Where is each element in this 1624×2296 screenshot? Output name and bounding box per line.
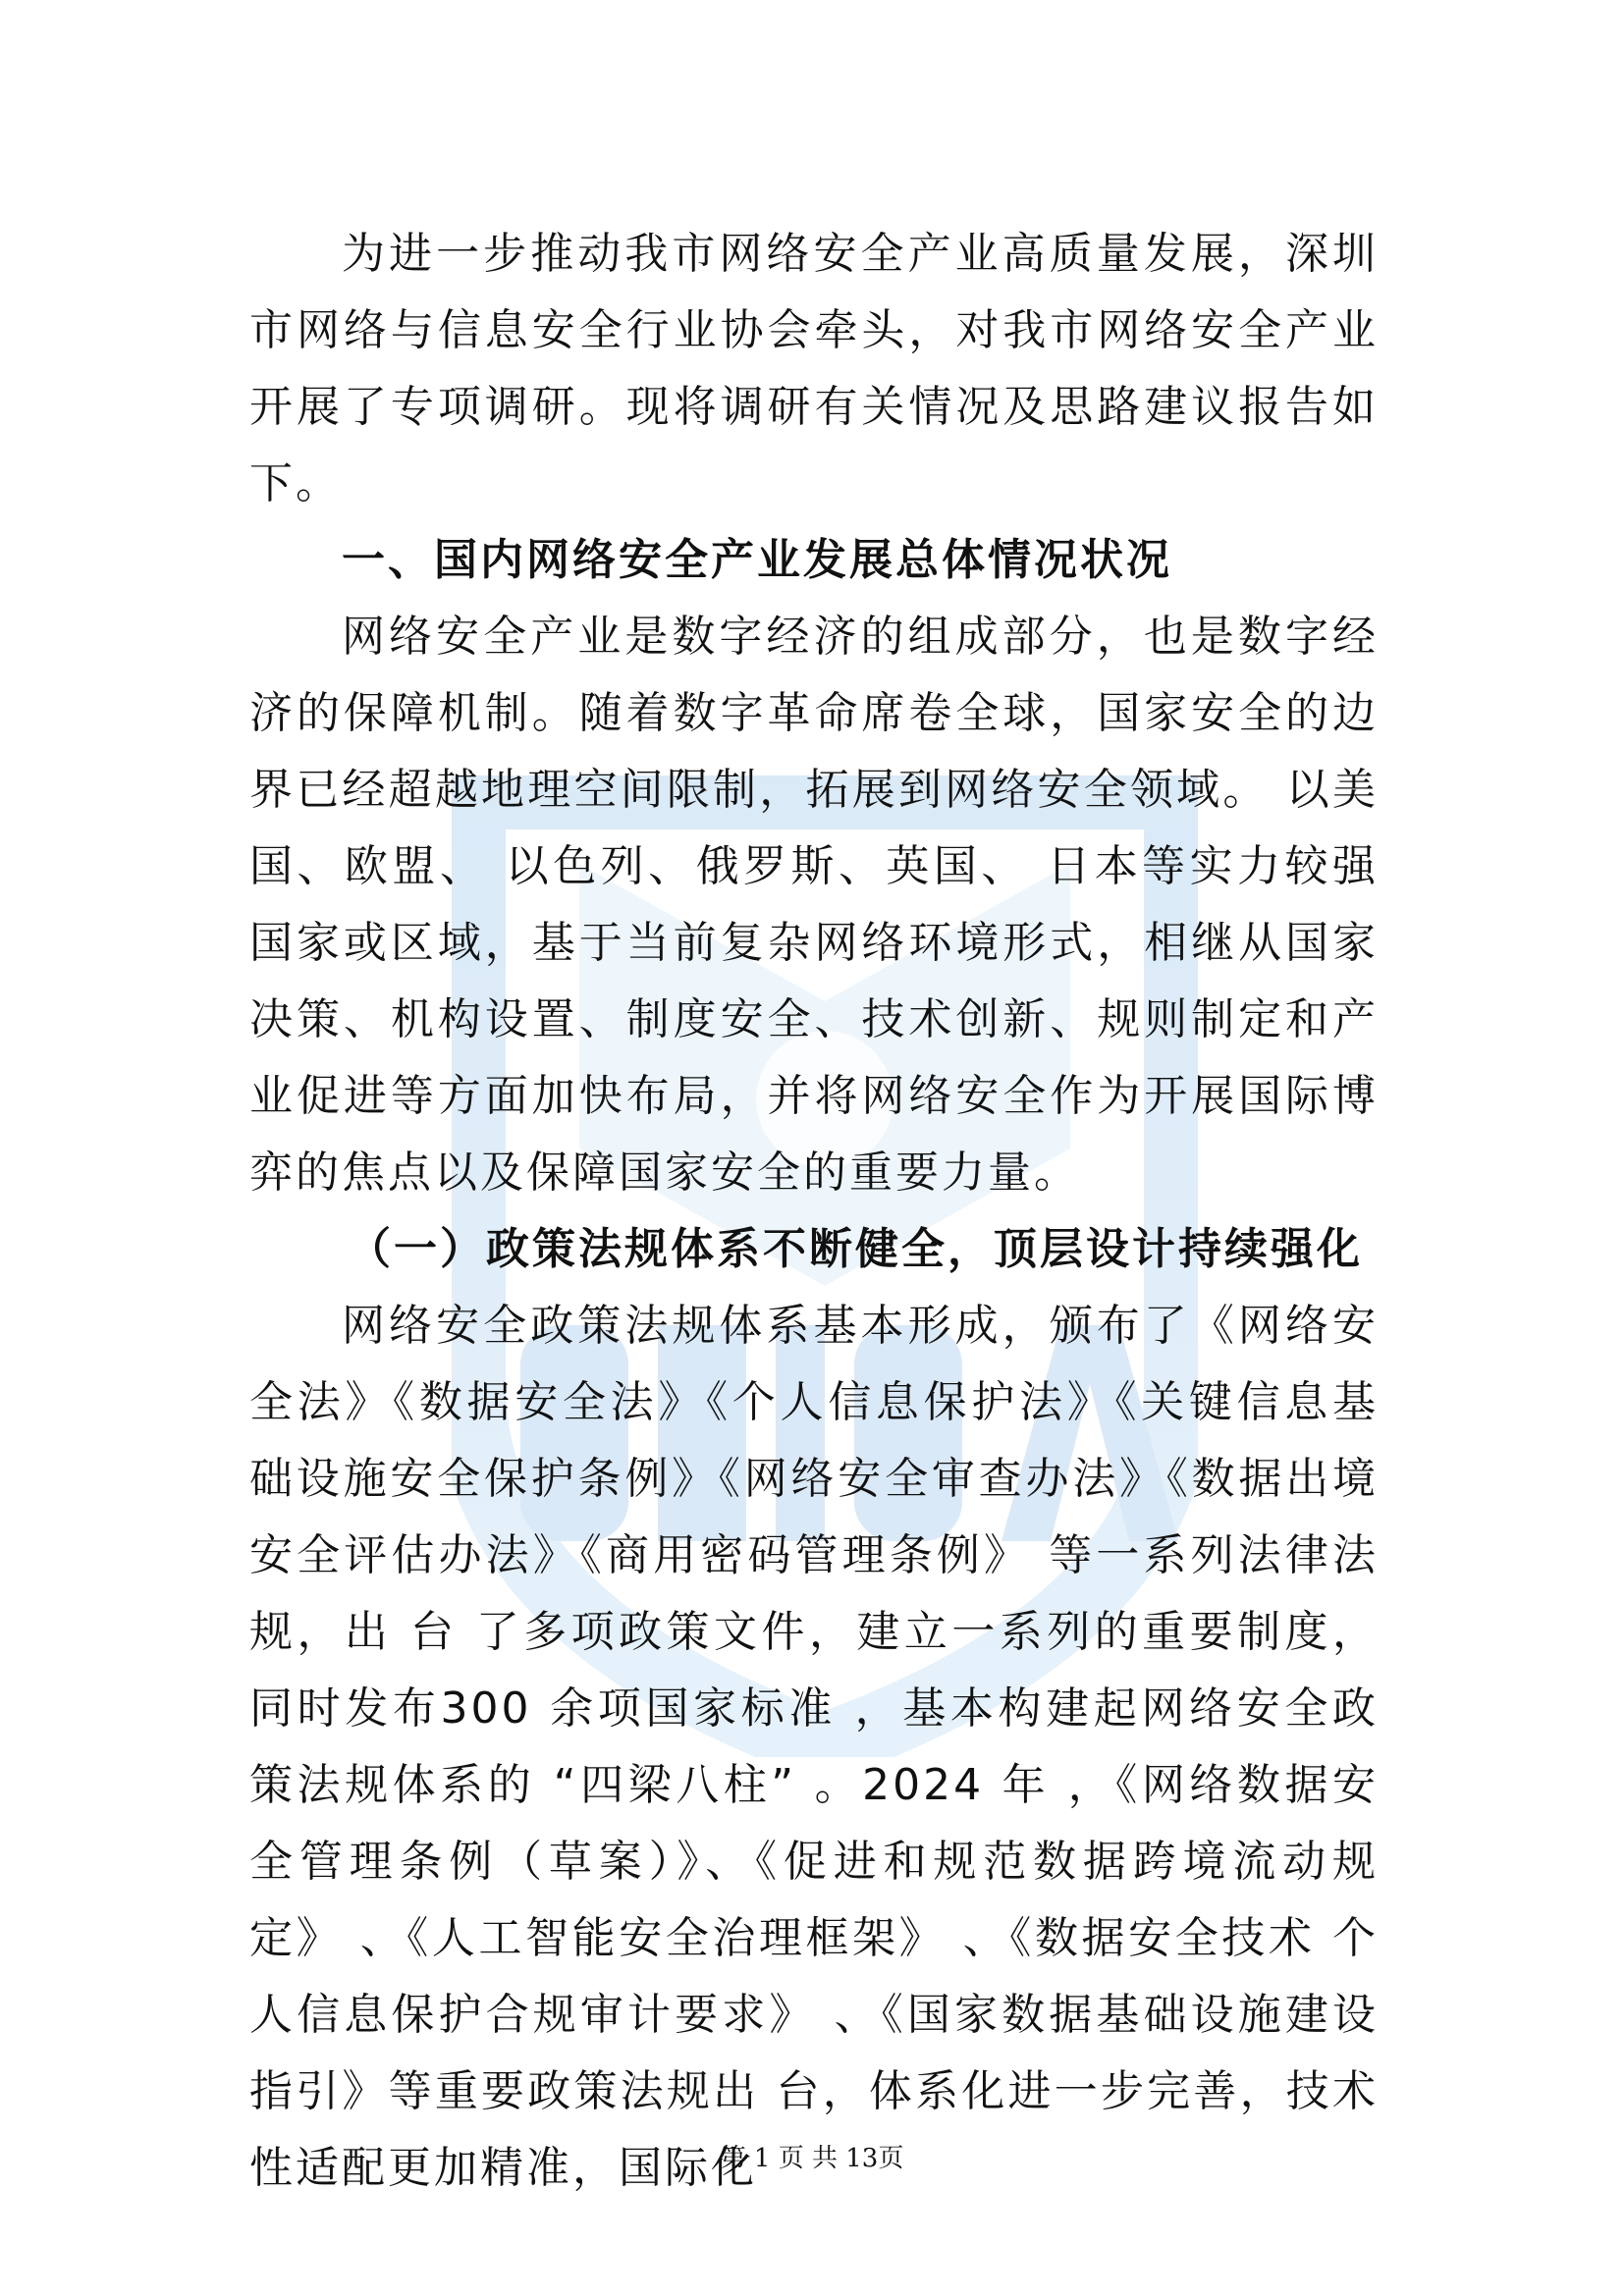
page-footer: 第 1 页 共 13页	[720, 2144, 904, 2173]
document-body	[249, 216, 1379, 2207]
subsection-heading-1: （一）政策法规体系不断健全，顶层设计持续强化	[348, 1224, 1363, 1274]
body-paragraph: 网络安全政策法规体系基本形成，颁布了《网络安全法》《数据安全法》《个人信息保护法》《关键信息基础设施安全保护条例》《网络安全审查办法》《数据出境安全评估办法》《商用密码管理条例》 等一系列法律法规，出 台 了多项政策文件，建立一系列的重要制度， 同时发布300 余项国家标准 ，基本构建起网络安全政策法规体系的 “四梁八柱” 。2024 年 ，《网络数据安全管理条例（草案）》、《促进和规范数据跨境流动规定》 、《人工智能安全治理框架》 、《数据安全技术 个人信息保护合规审计要求》 、《国家数据基础设施建设指引》等重要政策法规出 台，体系化进一步完善，技术性适配更加精准，国际化	[249, 1301, 1379, 2193]
intro-paragraph: 为进一步推动我市网络安全产业高质量发展，深圳市网络与信息安全行业协会牵头，对我市网络安全产业开展了专项调研。现将调研有关情况及思路建议报告如下。	[249, 229, 1379, 508]
body-paragraph: 网络安全产业是数字经济的组成部分，也是数字经济的保障机制。随着数字革命席卷全球，国家安全的边界已经超越地理空间限制，拓展到网络安全领域。 以美国、欧盟、 以色列、俄罗斯、英国、 日本等实力较强国家或区域，基于当前复杂网络环境形式，相继从国家决策、机构设置、制度安全、技术创新、规则制定和产业促进等方面加快布局，并将网络安全作为开展国际博弈的焦点以及保障国家安全的重要力量。	[249, 612, 1379, 1198]
section-heading-1: 一、国内网络安全产业发展总体情况状况	[342, 535, 1172, 585]
